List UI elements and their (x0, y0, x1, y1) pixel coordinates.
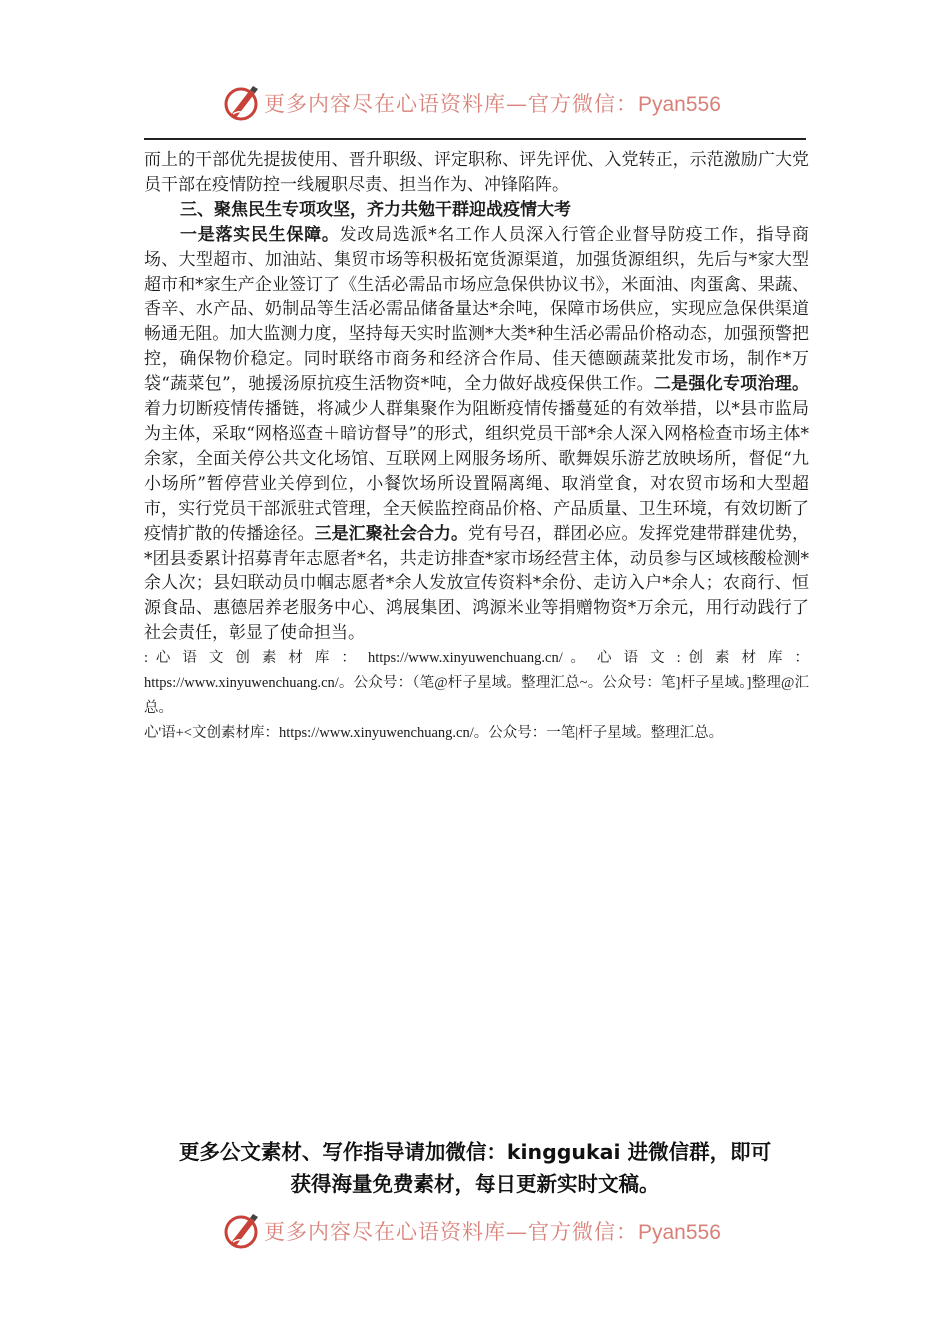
lead-heading-1: 一是落实民生保障。 (180, 224, 340, 245)
header-divider (144, 138, 806, 140)
paragraph-text-2: 着力切断疫情传播链，将减少人群集聚作为阻断疫情传播蔓延的有效举措，以*县市监局为主体，采取“网格巡查＋暗访督导”的形式，组织党员干部*余人深入网格检查市场主体*余家，全面关停公共文化场馆、互联网上网服务场所、歌舞娱乐游艺放映场所，督促“九小场所”暂停营业关停到位，小餐饮场所设置隔离绳、取消堂食，对农贸市场和大型超市，实行党员干部派驻式管理，全天候监控商品价格、产品质量、卫生环境，有效切断了疫情扩散的传播途径。 (144, 399, 809, 544)
promo-line-2: 获得海量免费素材，每日更新实时文稿。 (290, 1172, 660, 1196)
watermark-text-1: : 心 语 文 创 素 材 库 ： https://www.xinyuwenchuang.cn/ 。 心 语 文 : 创 素 材 库 ： https://www.xinyuwenchuang.cn/。公众号：（笔@杆子星域。整理汇总~。公众号：笔]杆子星域。]整理@汇总。 (144, 650, 809, 717)
promo-line-1: 更多公文素材、写作指导请加微信：kinggukai 进微信群，即可 (178, 1140, 772, 1164)
watermark-text-2: 心'语+<文创素材库：https://www.xinyuwenchuang.cn/。公众号：一笔|杆子星域。整理汇总。 (144, 725, 724, 742)
footer-banner (0, 1208, 950, 1254)
section-heading: 三、聚焦民生专项攻坚，齐力共勉干群迎战疫情大考 (180, 199, 571, 220)
paragraph-continued: 而上的干部优先提拔使用、晋升职级、评定职称、评先评优、入党转正，示范激励广大党员干部在疫情防控一线履职尽责、担当作为、冲锋陷阵。 (144, 150, 809, 195)
pen-logo-icon (222, 84, 262, 122)
lead-heading-3: 三是汇聚社会合力。 (314, 523, 469, 544)
lead-heading-2: 二是强化专项治理。 (653, 374, 809, 395)
promo-note (0, 1136, 950, 1200)
paragraph-text-3: 党有号召，群团必应。发挥党建带群建优势，*团县委累计招募青年志愿者*名，共走访排查*家市场经营主体，动员参与区域核酸检测*余人次；县妇联动员巾帼志愿者*余人发放宣传资料*余份、走访入户*余人；农商行、恒源食品、惠德居养老服务中心、鸿展集团、鸿源米业等捐赠物资*万余元，用行动践行了社会责任，彰显了使命担当。 (144, 523, 810, 644)
paragraph-text-1: 发改局选派*名工作人员深入行管企业督导防疫工作，指导商场、大型超市、加油站、集贸市场等积极拓宽货源渠道，加强货源组织，先后与*家大型超市和*家生产企业签订了《生活必需品市场应急保供协议书》，米面油、肉蛋禽、果蔬、香辛、水产品、奶制品等生活必需品储备量达*余吨，保障市场供应，实现应急保供渠道畅通无阻。加大监测力度，坚持每天实时监测*大类*种生活必需品价格动态，加强预警把控，确保物价稳定。同时联络市商务和经济合作局、佳天德颐蔬菜批发市场，制作*万袋“蔬菜包”，驰援汤原抗疫生活物资*吨，全力做好战疫保供工作。 (144, 224, 810, 395)
banner-slogan: 更多内容尽在心语资料库—官方微信： (264, 92, 638, 116)
document-body (144, 148, 809, 746)
banner-text (264, 88, 721, 118)
pen-logo-icon (222, 1212, 262, 1250)
header-banner (0, 80, 950, 126)
footer-banner-account: Pyan556 (638, 1221, 721, 1244)
footer-banner-slogan: 更多内容尽在心语资料库—官方微信： (264, 1220, 638, 1244)
footer-banner-text (264, 1216, 721, 1246)
paragraph-main (144, 223, 809, 646)
banner-account: Pyan556 (638, 93, 721, 116)
